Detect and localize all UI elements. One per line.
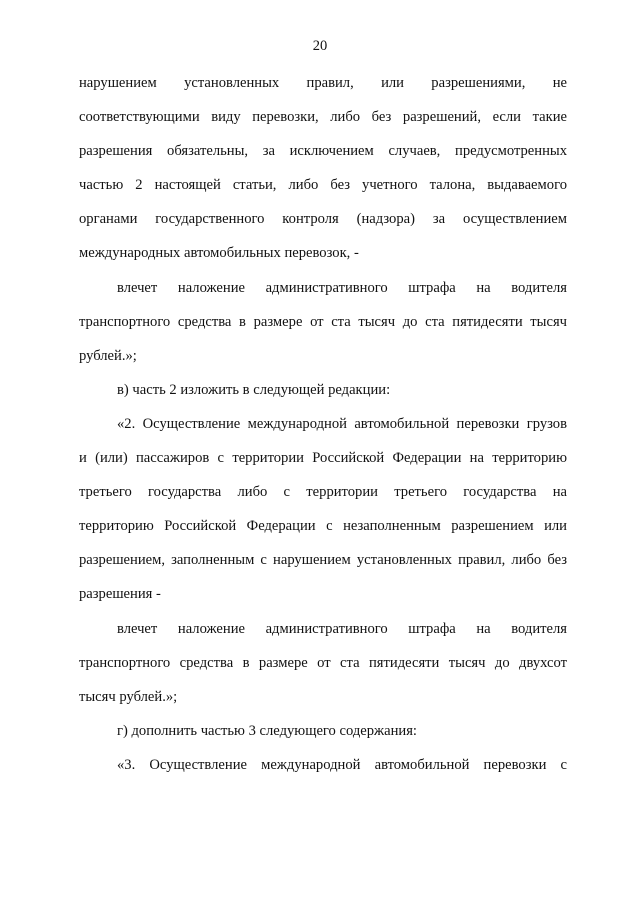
text-line: разрешения - <box>79 586 161 603</box>
document-body <box>79 66 567 782</box>
text-line: тысяч рублей.»; <box>79 688 178 705</box>
text-line: влечет наложение административного штрафа на водителя <box>117 279 567 296</box>
text-line: разрешением, заполненным с нарушением установленных правил, либо без <box>79 552 567 569</box>
text-line: транспортного средства в размере от ста тысяч до ста пятидесяти тысяч <box>79 313 567 330</box>
text-line: соответствующими виду перевозки, либо без разрешений, если такие <box>79 109 567 126</box>
text-line: рублей.»; <box>79 347 137 364</box>
page-number: 20 <box>312 38 328 54</box>
text-line: и (или) пассажиров с территории Российской Федерации на территорию <box>79 450 567 467</box>
text-line: г) дополнить частью 3 следующего содержания: <box>117 722 417 739</box>
text-line: территорию Российской Федерации с незаполненным разрешением или <box>79 518 567 535</box>
text-line: органами государственного контроля (надзора) за осуществлением <box>79 211 567 228</box>
text-line: «2. Осуществление международной автомобильной перевозки грузов <box>117 415 567 432</box>
text-line: «3. Осуществление международной автомобильной перевозки с <box>117 756 567 773</box>
text-line: частью 2 настоящей статьи, либо без учетного талона, выдаваемого <box>79 177 567 194</box>
text-line: разрешения обязательны, за исключением случаев, предусмотренных <box>79 143 567 160</box>
text-line: третьего государства либо с территории третьего государства на <box>79 484 567 501</box>
text-line: нарушением установленных правил, или разрешениями, не <box>79 75 567 91</box>
text-line: в) часть 2 изложить в следующей редакции: <box>117 381 391 398</box>
text-line: международных автомобильных перевозок, - <box>79 245 359 262</box>
text-line: транспортного средства в размере от ста пятидесяти тысяч до двухсот <box>79 654 567 671</box>
text-line: влечет наложение административного штрафа на водителя <box>117 620 567 637</box>
